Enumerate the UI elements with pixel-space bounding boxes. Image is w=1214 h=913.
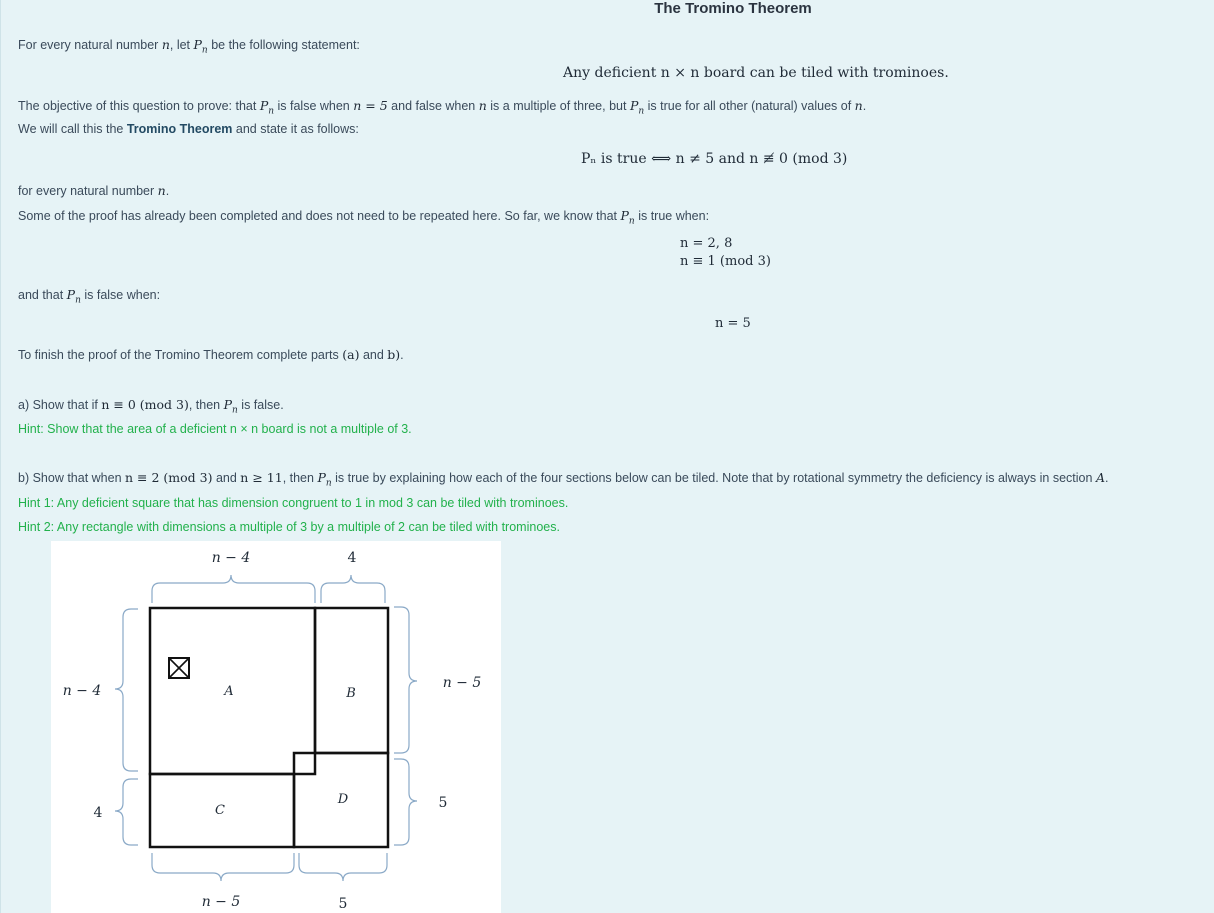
true-equation-1: n = 2, 8 — [680, 236, 733, 251]
part-a-line: a) Show that if n ≡ 0 (mod 3), then $P_n$ is false. — [18, 397, 284, 416]
brace-top-right — [321, 575, 385, 603]
intro-line: For every natural number n, let $P_n$ be the following statement: — [18, 37, 360, 56]
section-c-label: C — [215, 803, 225, 818]
statement: Any deficient n × n board can be tiled with trominoes. — [563, 65, 949, 81]
false-equation: n = 5 — [715, 316, 751, 331]
part-b-hint-1: Hint 1: Any deficient square that has dimension congruent to 1 in mod 3 can be tiled with trominoes. — [18, 496, 569, 510]
tromino-theorem-term: Tromino Theorem — [126, 122, 233, 136]
label-left-top: n − 4 — [62, 683, 102, 699]
brace-bottom-right — [299, 853, 387, 881]
objective-line: The objective of this question to prove: that $P_n$ is false when n = 5 and false when n is a multiple of three, but $P_n$ is true for all other (natural) values of n. — [18, 98, 867, 117]
label-left-bottom: 4 — [93, 805, 103, 821]
label-right-top: n − 5 — [442, 675, 482, 691]
part-b-line: b) Show that when n ≡ 2 (mod 3) and n ≥ 11, then $P_n$ is true by explaining how each of the four sections below can be tiled. Note that by rotational symmetry the deficiency is always in section A. — [18, 470, 1109, 489]
label-bottom-left: n − 5 — [201, 894, 241, 910]
for-every-line: for every natural number n. — [18, 183, 170, 198]
label-top-right: 4 — [347, 550, 357, 566]
false-line: and that $P_n$ is false when: — [18, 287, 161, 306]
brace-bottom-left — [152, 853, 294, 881]
some-proof-line: Some of the proof has already been completed and does not need to be repeated here. So far, we know that $P_n$ is true when: — [18, 208, 710, 227]
part-a-hint: Hint: Show that the area of a deficient n × n board is not a multiple of 3. — [18, 422, 412, 436]
label-top-left: n − 4 — [211, 550, 251, 566]
section-d-label: D — [337, 792, 349, 807]
page-title: The Tromino Theorem — [654, 0, 812, 17]
finish-line: To finish the proof of the Tromino Theorem complete parts (a) and b). — [18, 347, 404, 362]
brace-right-bottom — [394, 759, 417, 845]
board-outline — [150, 608, 388, 847]
call-line: We will call this the Tromino Theorem and state it as follows: — [18, 122, 359, 136]
true-equation-2: n ≡ 1 (mod 3) — [680, 254, 771, 269]
section-b-label: B — [346, 686, 356, 701]
brace-left-bottom — [115, 779, 138, 845]
section-a-label: A — [224, 684, 234, 699]
braces — [115, 575, 417, 881]
deficiency-square — [169, 658, 189, 678]
section-b-rect — [315, 608, 388, 753]
brace-right-top — [394, 607, 417, 753]
theorem-equation: Pₙ is true ⟺ n ≠ 5 and n ≢ 0 (mod 3) — [581, 151, 848, 167]
brace-top-left — [152, 575, 315, 603]
label-right-bottom: 5 — [438, 795, 448, 811]
tiling-diagram — [51, 541, 501, 913]
part-b-hint-2: Hint 2: Any rectangle with dimensions a multiple of 3 by a multiple of 2 can be tiled with trominoes. — [18, 520, 560, 534]
tiling-figure — [51, 541, 501, 913]
brace-left-top — [115, 609, 138, 771]
label-bottom-right: 5 — [338, 896, 348, 912]
